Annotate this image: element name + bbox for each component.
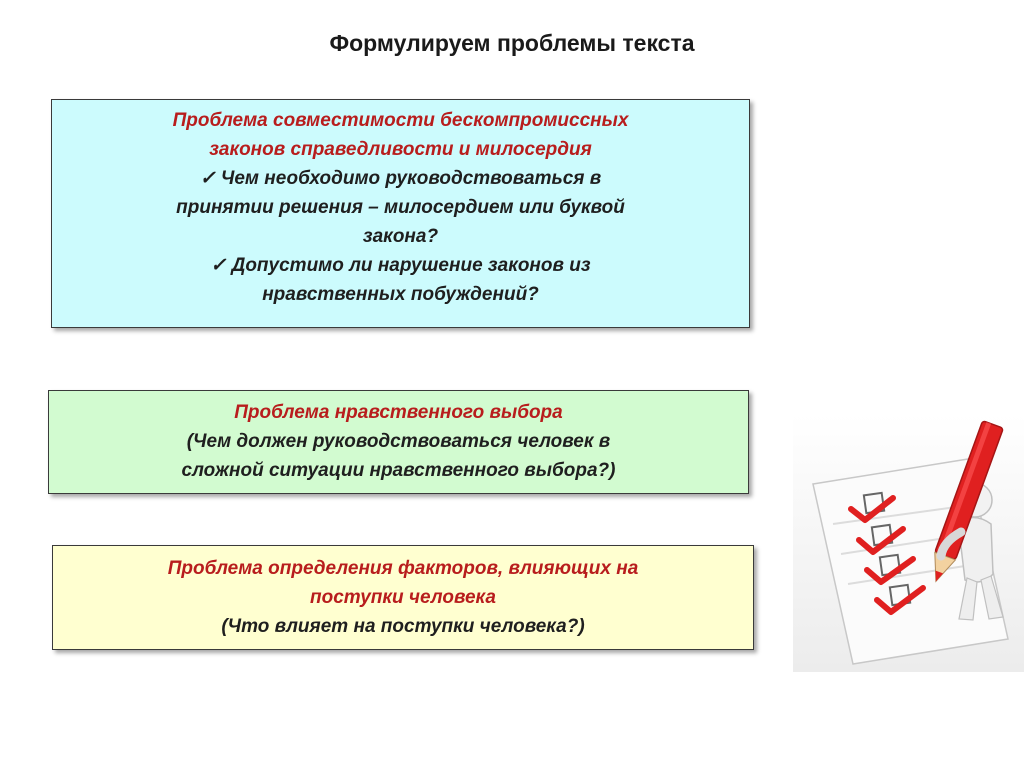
box3-heading-line2: поступки человека bbox=[310, 587, 496, 608]
box1-heading-line2: законов справедливости и милосердия bbox=[209, 139, 592, 160]
box3-heading-line1: Проблема определения факторов, влияющих на bbox=[167, 558, 639, 579]
problem-box-justice-mercy bbox=[51, 99, 750, 328]
box1-question1-line3: закона? bbox=[362, 226, 439, 247]
box1-question2-line1: ✓ Допустимо ли нарушение законов из bbox=[210, 255, 591, 276]
checklist-illustration bbox=[793, 414, 1024, 672]
box3-sub: (Что влияет на поступки человека?) bbox=[221, 616, 585, 637]
problem-box-factors bbox=[52, 545, 754, 650]
box2-sub-line2: сложной ситуации нравственного выбора?) bbox=[181, 460, 616, 481]
problem-box-moral-choice bbox=[48, 390, 749, 494]
box1-question1-line2: принятии решения – милосердием или буквой bbox=[176, 197, 625, 218]
checklist-pencil-icon bbox=[793, 414, 1024, 672]
box1-question2-line2: нравственных побуждений? bbox=[262, 284, 539, 305]
slide-title: Формулируем проблемы текста bbox=[329, 30, 695, 56]
box1-question1-line1: ✓ Чем необходимо руководствоваться в bbox=[199, 168, 602, 189]
box2-heading: Проблема нравственного выбора bbox=[234, 402, 563, 423]
box1-heading-line1: Проблема совместимости бескомпромиссных bbox=[172, 110, 629, 131]
box2-sub-line1: (Чем должен руководствоваться человек в bbox=[186, 431, 611, 452]
